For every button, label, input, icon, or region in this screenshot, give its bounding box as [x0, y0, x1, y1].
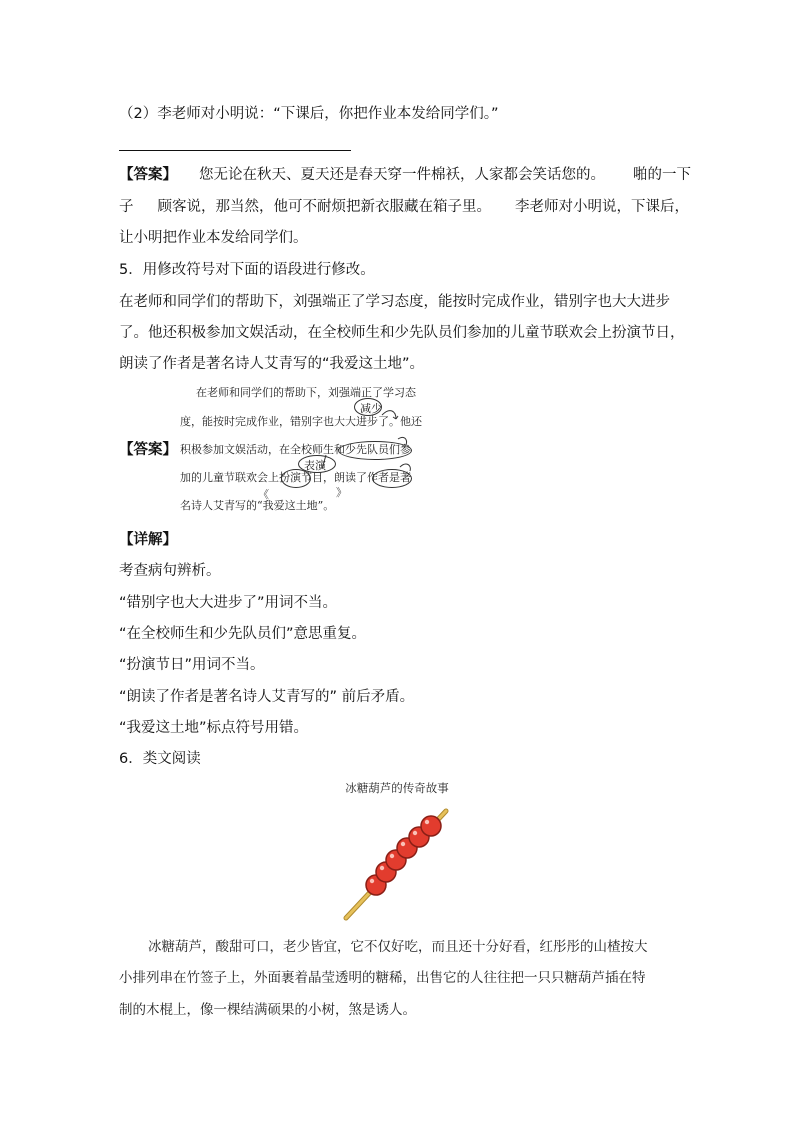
correction-arrows: [250, 395, 430, 515]
answer-line-3: 让小明把作业本发给同学们。: [119, 230, 308, 246]
story-line: 冰糖葫芦，酸甜可口，老少皆宜，它不仅好吃，而且还十分好看，红彤彤的山楂按大: [148, 939, 648, 955]
insert-word: 表演: [304, 459, 326, 472]
answer-text: 啪的一下: [633, 167, 691, 183]
detail-item: “在全校师生和少先队员们”意思重复。: [119, 626, 367, 642]
story-title: 冰糖葫芦的传奇故事: [345, 781, 449, 795]
figure-line: 度，能按时完成作业，错别字也大大进步了。他还: [180, 415, 422, 428]
answer-line-1: [119, 165, 691, 185]
haw-ball: [421, 816, 441, 836]
question-title: 5．用修改符号对下面的语段进行修改。: [119, 262, 375, 278]
passage-line: 了。他还积极参加文娱活动，在全校师生和少先队员们参加的儿童节联欢会上扮演节日，: [119, 325, 685, 341]
question-item: （2）李老师对小明说：“下课后，你把作业本发给同学们。”: [119, 106, 499, 122]
detail-item: “扮演节日”用词不当。: [119, 657, 265, 673]
figure-line: 加的儿童节联欢会上扮演节目，朗读了作者是著: [180, 471, 411, 484]
answer-label: 【答案】: [119, 167, 177, 183]
detail-item: “朗读了作者是著名诗人艾青写的” 前后矛盾。: [119, 689, 415, 705]
detail-label: 【详解】: [119, 532, 177, 548]
story-line: 制的木棍上，像一棵结满硕果的小树，煞是诱人。: [119, 1002, 416, 1018]
answer-line-2: [119, 197, 689, 217]
answer-text: 顾客说，那当然，他可不耐烦把新衣服藏在箱子里。: [157, 199, 491, 215]
insert-word: 减少: [360, 402, 382, 415]
detail-item: 考查病句辨析。: [119, 563, 221, 579]
figure-line: 积极参加文娱活动，在全校师生和少先队员们参: [180, 443, 411, 456]
figure-line: 在老师和同学们的帮助下，刘强端正了学习态: [196, 386, 416, 399]
tanghulu-illustration: [336, 805, 456, 925]
answer-text: 李老师对小明说，下课后，: [515, 199, 689, 215]
detail-item: “错别字也大大进步了”用词不当。: [119, 595, 338, 611]
answer-label: 【答案】: [119, 442, 177, 458]
answer-text: 子: [119, 199, 134, 215]
question-title: 6．类文阅读: [119, 751, 201, 767]
passage-line: 朗读了作者是著名诗人艾青写的“我爱这土地”。: [119, 356, 425, 372]
insert-mark: 《: [258, 488, 269, 501]
passage-line: 在老师和同学们的帮助下，刘强端正了学习态度，能按时完成作业，错别字也大大进步: [119, 294, 670, 310]
detail-item: “我爱这土地”标点符号用错。: [119, 720, 309, 736]
figure-line: 名诗人艾青写的“我爱这土地”。: [180, 499, 335, 512]
answer-blank-line: [119, 150, 351, 151]
story-line: 小排列串在竹签子上，外面裹着晶莹透明的糖稀，出售它的人往往把一只只糖葫芦插在特: [119, 970, 646, 986]
insert-mark: 》: [336, 486, 347, 499]
answer-text: 您无论在秋天、夏天还是春天穿一件棉袄，人家都会笑话您的。: [199, 167, 605, 183]
